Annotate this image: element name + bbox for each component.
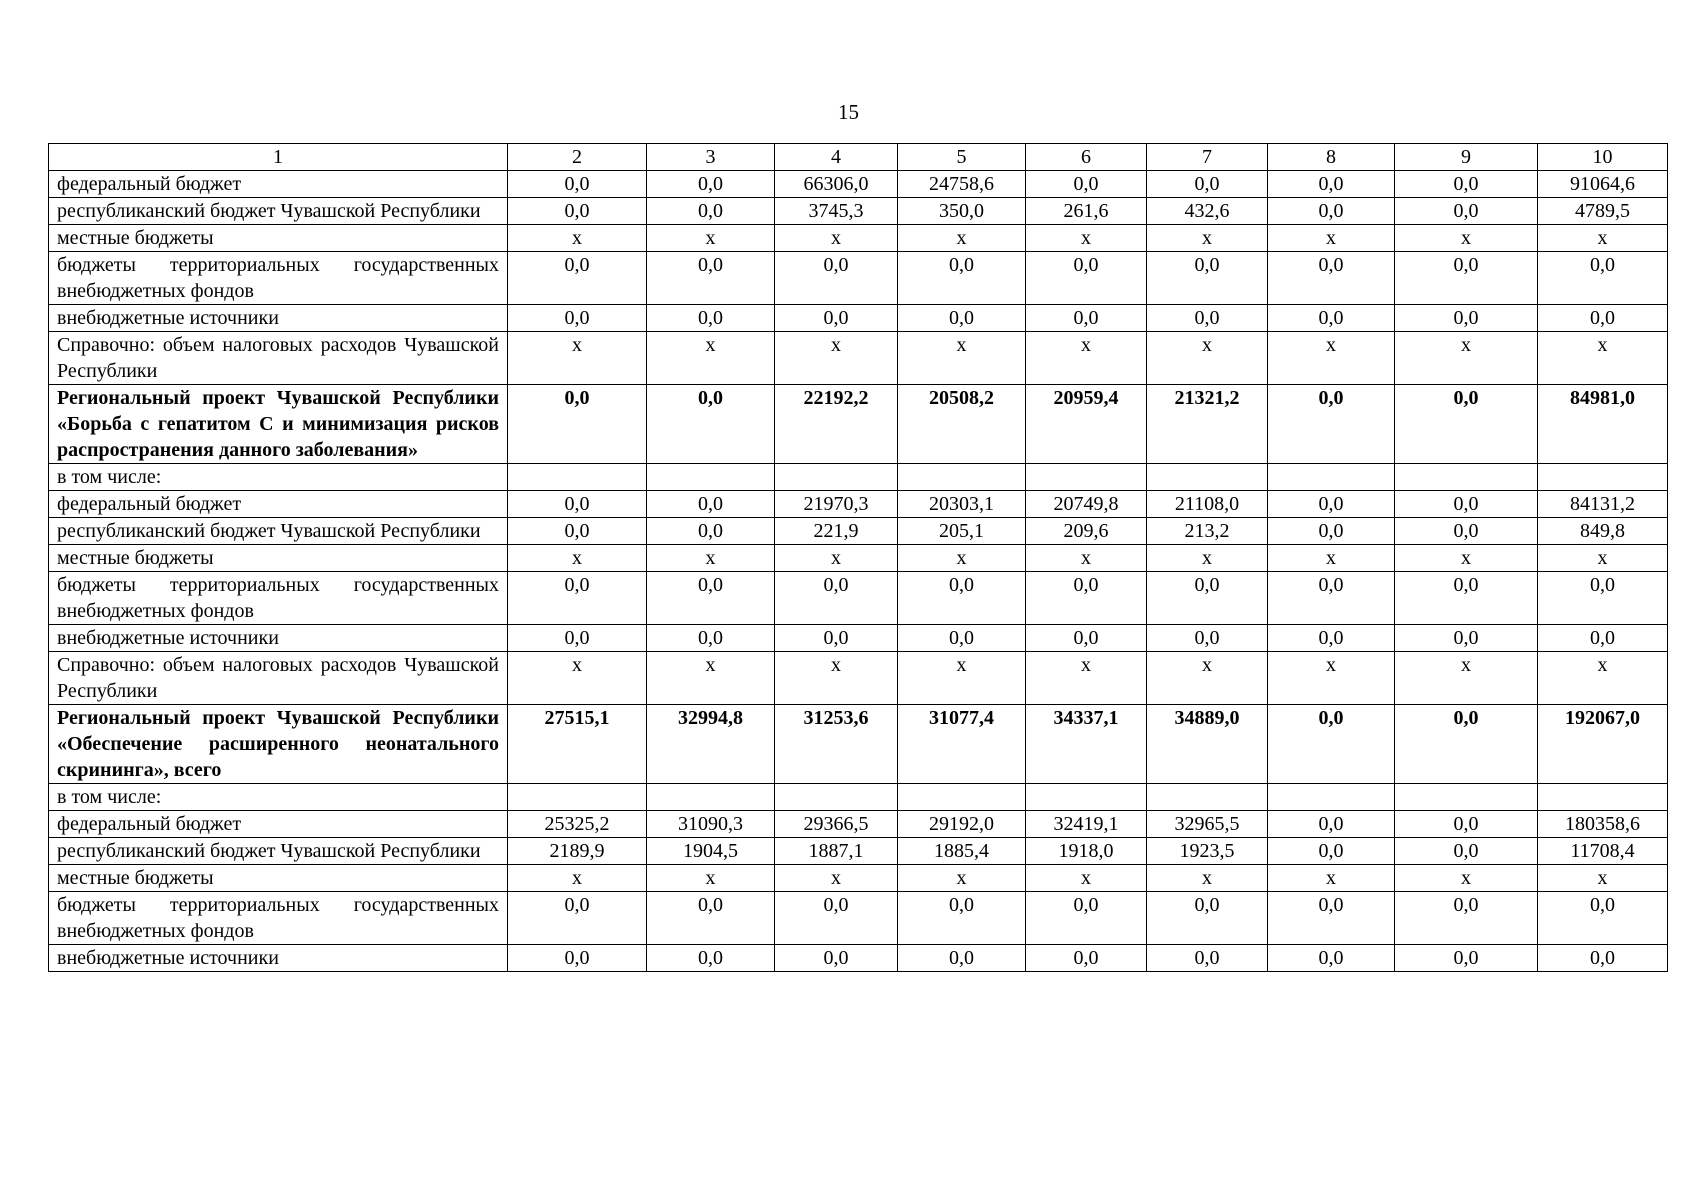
table-row [49,385,1668,464]
cell-col-4: х [775,332,898,385]
cell-col-10: 0,0 [1538,252,1668,305]
row-label: Справочно: объем налоговых расходов Чувашской Республики [49,332,508,385]
cell-col-6: 0,0 [1026,572,1147,625]
cell-col-2 [508,464,647,491]
cell-col-5: х [898,332,1026,385]
cell-col-10: 0,0 [1538,572,1668,625]
cell-col-3: 0,0 [647,518,775,545]
table-row [49,332,1668,385]
cell-col-2: 2189,9 [508,838,647,865]
cell-col-9: 0,0 [1395,705,1538,784]
cell-col-10: 192067,0 [1538,705,1668,784]
cell-col-4: 0,0 [775,625,898,652]
column-header-9: 9 [1395,144,1538,171]
cell-col-5: 0,0 [898,305,1026,332]
cell-col-7 [1147,464,1268,491]
cell-col-9 [1395,784,1538,811]
cell-col-8: 0,0 [1268,892,1395,945]
cell-col-10: 84131,2 [1538,491,1668,518]
table-row [49,838,1668,865]
row-label: республиканский бюджет Чувашской Республики [49,838,508,865]
table-row [49,305,1668,332]
table-row [49,464,1668,491]
column-header-2: 2 [508,144,647,171]
cell-col-10: х [1538,332,1668,385]
cell-col-7: 21321,2 [1147,385,1268,464]
cell-col-7: х [1147,865,1268,892]
column-header-6: 6 [1026,144,1147,171]
cell-col-9: 0,0 [1395,252,1538,305]
cell-col-6: 0,0 [1026,171,1147,198]
cell-col-4: х [775,545,898,572]
cell-col-3: 0,0 [647,491,775,518]
budget-table [48,143,1668,972]
cell-col-8: 0,0 [1268,838,1395,865]
cell-col-2: 0,0 [508,305,647,332]
cell-col-7: 432,6 [1147,198,1268,225]
row-label: Региональный проект Чувашской Республики «Борьба с гепатитом С и минимизация рисков распространения данного заболевания» [49,385,508,464]
cell-col-4: 221,9 [775,518,898,545]
cell-col-7: 1923,5 [1147,838,1268,865]
cell-col-10: 91064,6 [1538,171,1668,198]
row-label: бюджеты территориальных государственных внебюджетных фондов [49,252,508,305]
cell-col-3: 0,0 [647,625,775,652]
table-row [49,171,1668,198]
cell-col-9: х [1395,332,1538,385]
cell-col-6 [1026,784,1147,811]
cell-col-10: х [1538,545,1668,572]
cell-col-8: х [1268,652,1395,705]
cell-col-7: 34889,0 [1147,705,1268,784]
cell-col-9: х [1395,545,1538,572]
cell-col-8: х [1268,865,1395,892]
cell-col-5: х [898,865,1026,892]
cell-col-6: 32419,1 [1026,811,1147,838]
table-row [49,491,1668,518]
cell-col-7 [1147,784,1268,811]
cell-col-5: 31077,4 [898,705,1026,784]
cell-col-9: 0,0 [1395,892,1538,945]
cell-col-8: 0,0 [1268,945,1395,972]
cell-col-3: 0,0 [647,572,775,625]
cell-col-4: 31253,6 [775,705,898,784]
row-label: федеральный бюджет [49,811,508,838]
cell-col-6: х [1026,225,1147,252]
cell-col-10: 0,0 [1538,945,1668,972]
cell-col-7: 0,0 [1147,892,1268,945]
cell-col-4: 0,0 [775,572,898,625]
cell-col-8: 0,0 [1268,252,1395,305]
cell-col-10: х [1538,652,1668,705]
cell-col-3 [647,464,775,491]
cell-col-6: 261,6 [1026,198,1147,225]
cell-col-8 [1268,464,1395,491]
cell-col-4: 0,0 [775,305,898,332]
cell-col-6: 0,0 [1026,892,1147,945]
cell-col-9: 0,0 [1395,838,1538,865]
cell-col-10: 180358,6 [1538,811,1668,838]
cell-col-2: 0,0 [508,171,647,198]
cell-col-10: 0,0 [1538,305,1668,332]
cell-col-3: 32994,8 [647,705,775,784]
cell-col-2: 0,0 [508,385,647,464]
cell-col-8: 0,0 [1268,705,1395,784]
column-header-7: 7 [1147,144,1268,171]
cell-col-9: 0,0 [1395,572,1538,625]
cell-col-7: х [1147,332,1268,385]
cell-col-7: х [1147,225,1268,252]
cell-col-7: 0,0 [1147,305,1268,332]
table-row [49,945,1668,972]
table-row [49,252,1668,305]
cell-col-2: 0,0 [508,198,647,225]
cell-col-10: 0,0 [1538,892,1668,945]
cell-col-2: 27515,1 [508,705,647,784]
cell-col-5 [898,784,1026,811]
cell-col-2: х [508,652,647,705]
cell-col-10: 0,0 [1538,625,1668,652]
cell-col-4 [775,784,898,811]
cell-col-9: 0,0 [1395,518,1538,545]
cell-col-7: 0,0 [1147,252,1268,305]
cell-col-7: х [1147,545,1268,572]
column-header-4: 4 [775,144,898,171]
table-row [49,652,1668,705]
cell-col-5: 0,0 [898,252,1026,305]
cell-col-4: 0,0 [775,945,898,972]
cell-col-3: 31090,3 [647,811,775,838]
cell-col-2: 0,0 [508,252,647,305]
cell-col-9: 0,0 [1395,171,1538,198]
cell-col-6: 0,0 [1026,945,1147,972]
cell-col-10 [1538,784,1668,811]
cell-col-9: 0,0 [1395,198,1538,225]
cell-col-5: 350,0 [898,198,1026,225]
cell-col-9: 0,0 [1395,305,1538,332]
cell-col-8: 0,0 [1268,171,1395,198]
cell-col-3: 0,0 [647,198,775,225]
page-number: 15 [838,100,859,124]
cell-col-9: х [1395,865,1538,892]
cell-col-9: 0,0 [1395,811,1538,838]
cell-col-9 [1395,464,1538,491]
cell-col-7: 0,0 [1147,171,1268,198]
cell-col-5: х [898,225,1026,252]
table-row [49,545,1668,572]
table-row [49,705,1668,784]
table-row [49,784,1668,811]
cell-col-2: 0,0 [508,945,647,972]
cell-col-4: х [775,865,898,892]
cell-col-5: х [898,652,1026,705]
row-label: местные бюджеты [49,545,508,572]
cell-col-3: 1904,5 [647,838,775,865]
cell-col-2: х [508,545,647,572]
cell-col-3: 0,0 [647,252,775,305]
cell-col-6: 0,0 [1026,625,1147,652]
cell-col-6: 1918,0 [1026,838,1147,865]
cell-col-8: 0,0 [1268,572,1395,625]
column-number-row [49,144,1668,171]
cell-col-3: х [647,225,775,252]
cell-col-2: 0,0 [508,491,647,518]
cell-col-2: 0,0 [508,572,647,625]
cell-col-8: 0,0 [1268,811,1395,838]
cell-col-4: х [775,225,898,252]
table-row [49,892,1668,945]
cell-col-3: х [647,652,775,705]
row-label: республиканский бюджет Чувашской Республики [49,518,508,545]
cell-col-7: 0,0 [1147,945,1268,972]
cell-col-6: 0,0 [1026,305,1147,332]
cell-col-2: 25325,2 [508,811,647,838]
row-label: в том числе: [49,784,508,811]
cell-col-6 [1026,464,1147,491]
cell-col-4: 3745,3 [775,198,898,225]
cell-col-5: 0,0 [898,625,1026,652]
row-label: бюджеты территориальных государственных внебюджетных фондов [49,572,508,625]
row-label: федеральный бюджет [49,491,508,518]
cell-col-3: 0,0 [647,385,775,464]
cell-col-8: х [1268,545,1395,572]
cell-col-4 [775,464,898,491]
cell-col-3: 0,0 [647,945,775,972]
table-row [49,811,1668,838]
table-row [49,198,1668,225]
cell-col-6: х [1026,865,1147,892]
cell-col-9: 0,0 [1395,625,1538,652]
table-row [49,518,1668,545]
cell-col-8: 0,0 [1268,625,1395,652]
cell-col-10: 849,8 [1538,518,1668,545]
cell-col-4: 29366,5 [775,811,898,838]
cell-col-9: 0,0 [1395,491,1538,518]
column-header-3: 3 [647,144,775,171]
cell-col-9: х [1395,652,1538,705]
cell-col-8: 0,0 [1268,305,1395,332]
cell-col-7: 0,0 [1147,572,1268,625]
cell-col-5: 20508,2 [898,385,1026,464]
cell-col-3: х [647,865,775,892]
cell-col-9: 0,0 [1395,385,1538,464]
row-label: внебюджетные источники [49,625,508,652]
row-label: внебюджетные источники [49,305,508,332]
cell-col-10: х [1538,225,1668,252]
cell-col-2 [508,784,647,811]
table-row [49,572,1668,625]
cell-col-5: 205,1 [898,518,1026,545]
column-header-10: 10 [1538,144,1668,171]
cell-col-5: 0,0 [898,945,1026,972]
cell-col-5: 0,0 [898,572,1026,625]
cell-col-8 [1268,784,1395,811]
cell-col-10: 4789,5 [1538,198,1668,225]
column-header-8: 8 [1268,144,1395,171]
cell-col-3: х [647,545,775,572]
row-label: Региональный проект Чувашской Республики «Обеспечение расширенного неонатального скрининга», всего [49,705,508,784]
cell-col-4: 0,0 [775,252,898,305]
row-label: местные бюджеты [49,865,508,892]
cell-col-3: 0,0 [647,171,775,198]
row-label: в том числе: [49,464,508,491]
cell-col-5 [898,464,1026,491]
cell-col-5: 24758,6 [898,171,1026,198]
row-label: Справочно: объем налоговых расходов Чувашской Республики [49,652,508,705]
cell-col-7: 21108,0 [1147,491,1268,518]
cell-col-5: 20303,1 [898,491,1026,518]
cell-col-8: 0,0 [1268,491,1395,518]
cell-col-2: х [508,225,647,252]
cell-col-6: 34337,1 [1026,705,1147,784]
cell-col-2: х [508,865,647,892]
cell-col-10: 84981,0 [1538,385,1668,464]
cell-col-10: 11708,4 [1538,838,1668,865]
cell-col-7: 0,0 [1147,625,1268,652]
cell-col-3: 0,0 [647,892,775,945]
cell-col-3: х [647,332,775,385]
cell-col-6: х [1026,652,1147,705]
cell-col-6: 0,0 [1026,252,1147,305]
cell-col-2: 0,0 [508,625,647,652]
cell-col-3 [647,784,775,811]
cell-col-9: 0,0 [1395,945,1538,972]
column-header-5: 5 [898,144,1026,171]
cell-col-4: 0,0 [775,892,898,945]
cell-col-4: 21970,3 [775,491,898,518]
cell-col-2: 0,0 [508,518,647,545]
cell-col-6: х [1026,545,1147,572]
table-row [49,865,1668,892]
row-label: местные бюджеты [49,225,508,252]
cell-col-9: х [1395,225,1538,252]
cell-col-10: х [1538,865,1668,892]
cell-col-4: 66306,0 [775,171,898,198]
cell-col-5: 29192,0 [898,811,1026,838]
cell-col-6: 209,6 [1026,518,1147,545]
cell-col-8: 0,0 [1268,198,1395,225]
table-row [49,225,1668,252]
cell-col-5: 1885,4 [898,838,1026,865]
cell-col-6: 20749,8 [1026,491,1147,518]
cell-col-4: 22192,2 [775,385,898,464]
cell-col-2: х [508,332,647,385]
cell-col-8: х [1268,332,1395,385]
cell-col-8: 0,0 [1268,518,1395,545]
cell-col-7: х [1147,652,1268,705]
cell-col-8: 0,0 [1268,385,1395,464]
cell-col-10 [1538,464,1668,491]
cell-col-4: 1887,1 [775,838,898,865]
column-header-1: 1 [49,144,508,171]
cell-col-4: х [775,652,898,705]
cell-col-5: х [898,545,1026,572]
cell-col-6: х [1026,332,1147,385]
cell-col-3: 0,0 [647,305,775,332]
row-label: федеральный бюджет [49,171,508,198]
cell-col-6: 20959,4 [1026,385,1147,464]
table-body [49,171,1668,972]
cell-col-7: 213,2 [1147,518,1268,545]
table-row [49,625,1668,652]
row-label: республиканский бюджет Чувашской Республики [49,198,508,225]
cell-col-8: х [1268,225,1395,252]
row-label: внебюджетные источники [49,945,508,972]
cell-col-7: 32965,5 [1147,811,1268,838]
row-label: бюджеты территориальных государственных внебюджетных фондов [49,892,508,945]
cell-col-5: 0,0 [898,892,1026,945]
cell-col-2: 0,0 [508,892,647,945]
